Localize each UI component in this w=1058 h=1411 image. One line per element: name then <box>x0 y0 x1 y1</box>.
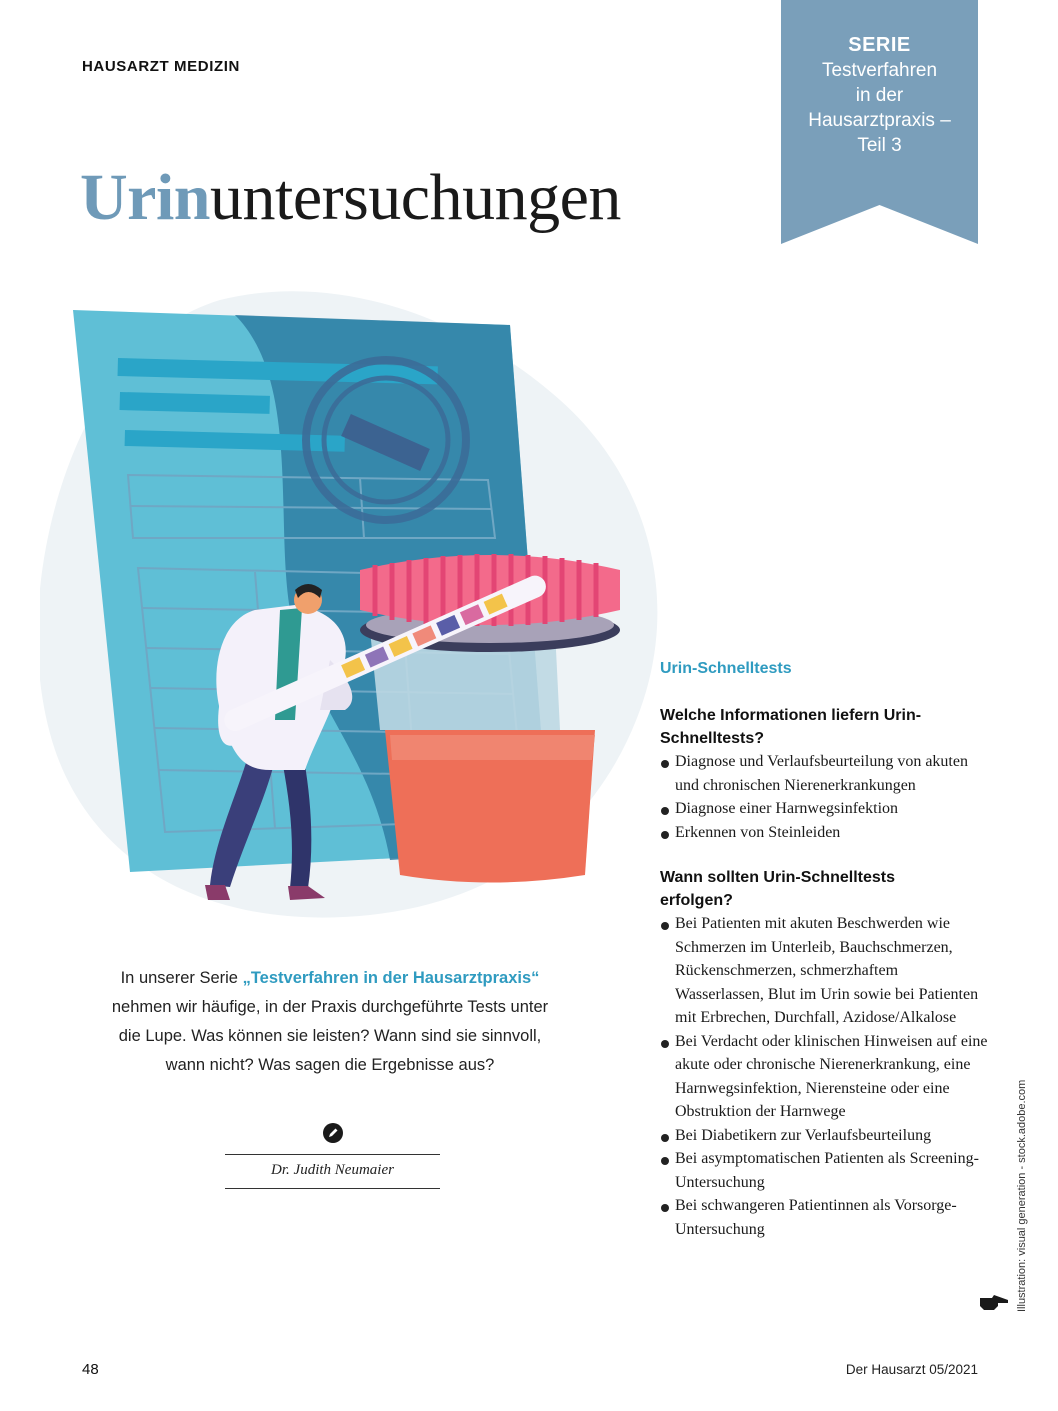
pen-icon <box>322 1122 344 1144</box>
author-name: Dr. Judith Neumaier <box>271 1162 394 1178</box>
title-rest: untersuchungen <box>210 161 621 234</box>
author-rule-bottom <box>225 1188 440 1189</box>
series-banner <box>781 0 978 244</box>
list-item: Bei Patienten mit akuten Beschwerden wie Schmerzen im Unterleib, Bauchschmerzen, Rückenschmerzen, schmerzhaftem Wasserlassen, Blut im Urin sowie bei Patienten mit Erbrechen, Durchfall, Azidose/Alkalose <box>660 912 990 1030</box>
bullet-list-1 <box>660 750 990 844</box>
info-box-heading: Urin-Schnelltests <box>660 660 792 677</box>
page-number: 48 <box>82 1361 99 1378</box>
list-item: Erkennen von Steinleiden <box>660 821 990 845</box>
author-rule-top <box>225 1154 440 1155</box>
list-item: Bei Verdacht oder klinischen Hinweisen auf eine akute oder chronische Nierenerkrankung, eine Harnwegsinfektion, Nierensteine oder eine Obstruktion der Harnwege <box>660 1030 990 1124</box>
list-item: Diagnose und Verlaufsbeurteilung von akuten und chronischen Nierenerkrankungen <box>660 750 990 797</box>
page-title <box>80 160 621 236</box>
question-heading-1: Welche Informationen liefern Urin-Schnelltests? <box>660 707 922 747</box>
publication-issue: Der Hausarzt 05/2021 <box>845 1362 978 1377</box>
question-heading-2: Wann sollten Urin-Schnelltests erfolgen? <box>660 869 895 909</box>
title-accent: Urin <box>80 161 210 234</box>
intro-post: nehmen wir häufige, in der Praxis durchgeführte Tests unter die Lupe. Was können sie leisten? Wann sind sie sinnvoll, wann nicht? Was sagen die Ergebnisse aus? <box>111 998 549 1074</box>
illustration-credit: Illustration: visual generation - stock.adobe.com <box>1016 1079 1028 1312</box>
banner-serie: SERIE <box>848 34 911 56</box>
list-item: Diagnose einer Harnwegsinfektion <box>660 797 990 821</box>
intro-paragraph <box>100 964 560 1080</box>
list-item: Bei asymptomatischen Patienten als Screening-Untersuchung <box>660 1147 990 1194</box>
urine-test-illustration <box>40 280 660 920</box>
banner-line-2: in der <box>855 85 904 106</box>
section-label: HAUSARZT MEDIZIN <box>82 58 240 75</box>
banner-line-4: Teil 3 <box>857 135 902 156</box>
list-item: Bei schwangeren Patientinnen als Vorsorge-Untersuchung <box>660 1194 990 1241</box>
banner-line-1: Testverfahren <box>821 60 938 81</box>
info-box <box>660 660 990 1263</box>
pointing-hand-icon <box>978 1294 1010 1312</box>
banner-line-3: Hausarztpraxis – <box>808 110 951 131</box>
list-item: Bei Diabetikern zur Verlaufsbeurteilung <box>660 1124 990 1148</box>
series-link[interactable]: „Testverfahren in der Hausarztpraxis“ <box>242 969 540 987</box>
bullet-list-2 <box>660 912 990 1241</box>
intro-pre: In unserer Serie <box>120 969 243 987</box>
